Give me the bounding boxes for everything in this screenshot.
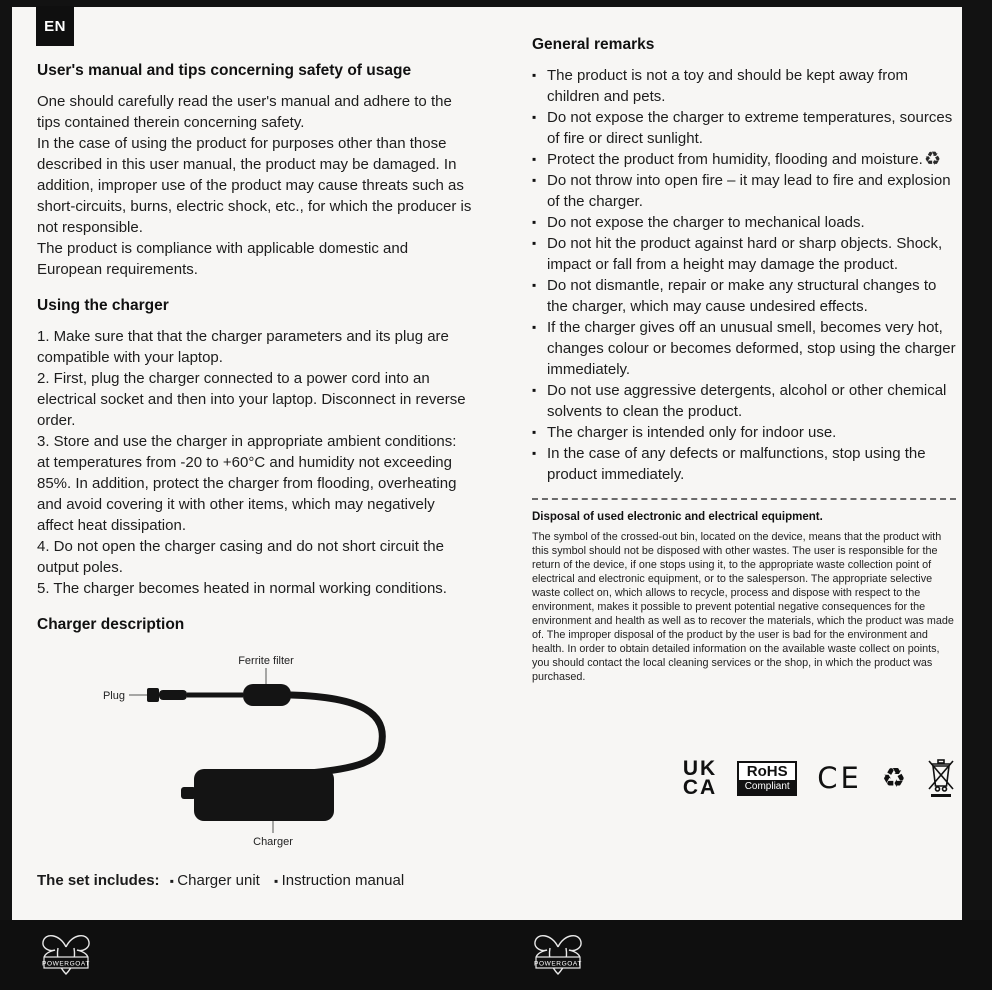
- powergoat-logo-icon: [528, 928, 588, 980]
- disposal-body: The symbol of the crossed-out bin, located on the device, means that the product with this symbol should not be disposed with other wastes. The user is responsible for the return of the device, if one stops using it, to the appropriate waste collection point of electrical and electronic equipment, or to the salesperson. The appropriate selective waste collect on, which allows to recycle, process and dispose with respect to the environment, makes it possible to prevent potential negative consequences for the environment and health as well as to recover the materials, which the product was made of. The improper disposal of the product by the user is bad for the environment and health. In order to obtain detailed information on the available waste collect on points, you should contact the local cleaning services or the shop, in which the product was purchased.: [532, 531, 954, 683]
- frame-left: [0, 0, 12, 990]
- general-remarks-list: [532, 65, 956, 485]
- usage-heading: User's manual and tips concerning safety of usage: [37, 62, 412, 79]
- remark-item: ▪ Do not expose the charger to extreme temperatures, sources of fire or direct sunlight.: [532, 107, 956, 149]
- remark-item: ▪ The product is not a toy and should be kept away from children and pets.: [532, 65, 956, 107]
- charger-description-heading: Charger description: [37, 616, 185, 633]
- rohs-compliant-label: Compliant: [739, 780, 795, 794]
- charger-brick-icon: [181, 769, 334, 821]
- disposal-heading: Disposal of used electronic and electrical equipment.: [532, 511, 823, 523]
- left-column: [37, 62, 473, 889]
- remark-item: ▪ In the case of any defects or malfunctions, stop using the product immediately.: [532, 443, 956, 485]
- charger-step: 3. Store and use the charger in appropriate ambient conditions: at temperatures from -20 to +60°C and humidity not exceeding 85%. In addition, protect the charger from flooding, overheating and avoid covering it with other items, which may negatively affect heat dissipation.: [37, 433, 457, 534]
- powergoat-wordmark: POWERGOAT: [534, 960, 582, 968]
- remark-item: ▪ The charger is intended only for indoor use.: [532, 422, 956, 443]
- ferrite-filter-label: Ferrite filter: [238, 655, 294, 667]
- powergoat-logo-icon: [36, 928, 96, 980]
- plug-label: Plug: [102, 690, 125, 702]
- using-charger-heading: Using the charger: [37, 297, 169, 314]
- set-includes-label: The set includes:: [37, 872, 160, 889]
- language-badge-label: EN: [44, 17, 66, 35]
- recycle-icon: ♻: [881, 762, 906, 793]
- rohs-mark-icon: [737, 761, 797, 796]
- usage-paragraph: The product is compliance with applicable domestic and European requirements.: [37, 240, 409, 278]
- general-remarks-heading: General remarks: [532, 36, 655, 53]
- ukca-bottom: CA: [682, 776, 718, 799]
- ukca-mark-icon: [683, 759, 717, 797]
- powergoat-wordmark: POWERGOAT: [42, 960, 90, 968]
- footer-bar: [0, 920, 992, 990]
- remark-item: ▪ If the charger gives off an unusual smell, becomes very hot, changes colour or becomes deformed, stop using the charger immediately.: [532, 317, 956, 380]
- frame-top: [0, 0, 992, 7]
- right-column: [532, 36, 956, 800]
- dashed-divider: [532, 498, 956, 500]
- crossed-out-bin-icon: [926, 756, 956, 800]
- conformity-marks-row: [532, 756, 956, 800]
- charger-step: 4. Do not open the charger casing and do not short circuit the output poles.: [37, 538, 444, 576]
- charger-diagram: [73, 651, 413, 851]
- language-badge: [36, 6, 74, 46]
- ce-mark-icon: CE: [817, 761, 862, 795]
- charger-step: 2. First, plug the charger connected to a power cord into an electrical socket and then into your laptop. Disconnect in reverse order.: [37, 370, 466, 429]
- ukca-top: UK: [682, 757, 718, 780]
- set-item: ▪ Charger unit: [170, 872, 260, 889]
- recycle-triangle-icon: ♻: [924, 149, 942, 170]
- rohs-label: RoHS: [746, 762, 788, 780]
- charger-label: Charger: [253, 836, 293, 848]
- remark-item: ▪ Do not hit the product against hard or sharp objects. Shock, impact or fall from a height may damage the product.: [532, 233, 956, 275]
- ferrite-filter-icon: [243, 684, 291, 706]
- plug-connector-icon: [147, 688, 187, 702]
- remark-item: ▪ Do not throw into open fire – it may lead to fire and explosion of the charger.: [532, 170, 956, 212]
- usage-paragraph: In the case of using the product for purposes other than those described in this user manual, the product may be damaged. In addition, improper use of the product may cause threats such as short-circuits, burns, electric shock, etc., for which the producer is not responsible.: [37, 135, 472, 236]
- charger-step: 1. Make sure that that the charger parameters and its plug are compatible with your laptop.: [37, 328, 449, 366]
- set-item: ▪ Instruction manual: [274, 872, 404, 889]
- remark-item: ▪ Protect the product from humidity, flooding and moisture.: [532, 149, 956, 170]
- remark-item: ▪ Do not use aggressive detergents, alcohol or other chemical solvents to clean the product.: [532, 380, 956, 422]
- set-includes-line: [37, 872, 473, 889]
- remark-item: ▪ Do not expose the charger to mechanical loads.: [532, 212, 956, 233]
- charger-step: 5. The charger becomes heated in normal working conditions.: [37, 580, 447, 597]
- usage-paragraph: One should carefully read the user's manual and adhere to the tips contained therein concerning safety.: [37, 93, 452, 131]
- frame-right: [962, 0, 992, 990]
- remark-item: ▪ Do not dismantle, repair or make any structural changes to the charger, which may cause undesired effects.: [532, 275, 956, 317]
